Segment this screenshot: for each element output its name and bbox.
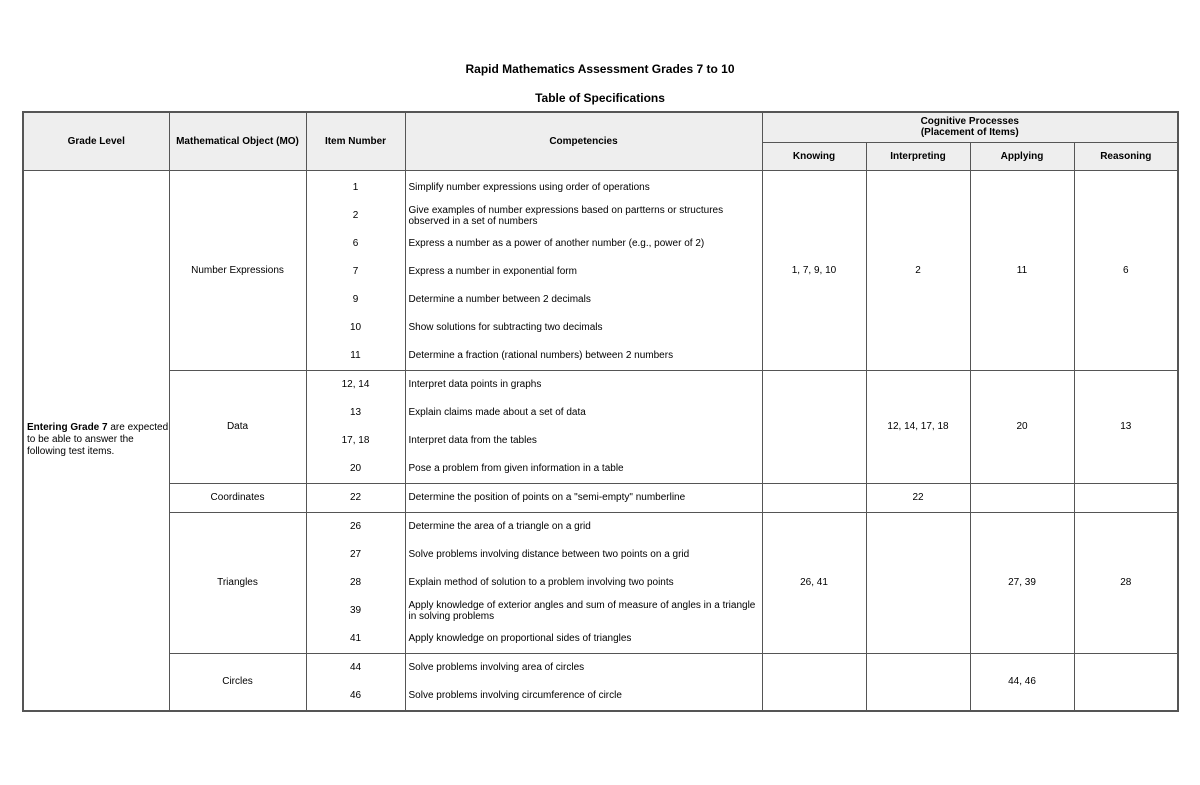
item-number: 22 bbox=[349, 492, 362, 503]
item-row bbox=[307, 427, 405, 455]
competency-text: Solve problems involving circumference of circle bbox=[408, 690, 622, 701]
cognitive-subtitle: (Placement of Items) bbox=[920, 127, 1019, 139]
competency-row bbox=[406, 484, 762, 512]
item-number-cell bbox=[306, 653, 405, 711]
knowing-cell bbox=[762, 483, 866, 512]
header-interpreting: Interpreting bbox=[866, 142, 970, 170]
competency-row bbox=[406, 625, 762, 653]
competency-text: Apply knowledge of exterior angles and sum of measure of angles in a triangle in solving problems bbox=[408, 599, 756, 622]
competency-list bbox=[406, 171, 762, 370]
competency-row bbox=[406, 342, 762, 370]
competency-row bbox=[406, 541, 762, 569]
item-row bbox=[307, 597, 405, 625]
knowing-cell bbox=[762, 370, 866, 483]
item-row bbox=[307, 202, 405, 230]
competency-text: Give examples of number expressions based on partterns or structures observed in a set of numbers bbox=[408, 204, 724, 227]
item-number: 11 bbox=[350, 350, 361, 361]
competency-row bbox=[406, 286, 762, 314]
item-number: 46 bbox=[349, 690, 362, 701]
header-reasoning: Reasoning bbox=[1074, 142, 1178, 170]
competency-list bbox=[406, 513, 762, 653]
competency-row bbox=[406, 202, 762, 230]
grade-level-bold: Entering Grade 7 bbox=[27, 422, 108, 433]
item-row bbox=[307, 455, 405, 483]
competency-text: Determine the position of points on a "semi-empty" numberline bbox=[408, 492, 686, 503]
item-number: 39 bbox=[349, 605, 362, 616]
header-competencies: Competencies bbox=[405, 112, 762, 170]
applying-cell: 11 bbox=[970, 170, 1074, 370]
item-row bbox=[307, 625, 405, 653]
competency-row bbox=[406, 314, 762, 342]
item-row bbox=[307, 371, 405, 399]
header-grade-level: Grade Level bbox=[23, 112, 169, 170]
competency-text: Express a number in exponential form bbox=[408, 266, 577, 277]
competency-text: Determine a number between 2 decimals bbox=[408, 294, 591, 305]
reasoning-cell: 13 bbox=[1074, 370, 1178, 483]
item-row bbox=[307, 654, 405, 682]
knowing-cell bbox=[762, 653, 866, 711]
competency-text: Solve problems involving area of circles bbox=[408, 662, 585, 673]
item-row bbox=[307, 399, 405, 427]
item-number-cell bbox=[306, 370, 405, 483]
math-object-cell: Triangles bbox=[169, 512, 306, 653]
item-number-list bbox=[307, 513, 405, 653]
item-row bbox=[307, 484, 405, 512]
item-row bbox=[307, 569, 405, 597]
item-row bbox=[307, 258, 405, 286]
competency-row bbox=[406, 682, 762, 710]
document-subtitle: Table of Specifications bbox=[535, 91, 665, 105]
applying-cell: 27, 39 bbox=[970, 512, 1074, 653]
item-number-list bbox=[307, 654, 405, 710]
competency-text: Explain claims made about a set of data bbox=[408, 407, 586, 418]
competency-text: Apply knowledge on proportional sides of triangles bbox=[408, 633, 632, 644]
item-number: 2 bbox=[352, 210, 359, 221]
competency-text: Explain method of solution to a problem involving two points bbox=[408, 577, 674, 588]
competency-row bbox=[406, 569, 762, 597]
competency-text: Simplify number expressions using order of operations bbox=[408, 182, 650, 193]
competency-cell bbox=[405, 370, 762, 483]
header-item-number: Item Number bbox=[306, 112, 405, 170]
competency-row bbox=[406, 654, 762, 682]
competency-list bbox=[406, 371, 762, 483]
item-number-cell bbox=[306, 170, 405, 370]
competency-row bbox=[406, 399, 762, 427]
competency-row bbox=[406, 258, 762, 286]
competency-row bbox=[406, 427, 762, 455]
item-number: 44 bbox=[349, 662, 362, 673]
item-number-list bbox=[307, 171, 405, 370]
competency-row bbox=[406, 597, 762, 625]
group-row bbox=[23, 512, 1178, 653]
math-object-cell: Coordinates bbox=[169, 483, 306, 512]
item-number-list bbox=[307, 484, 405, 512]
reasoning-cell bbox=[1074, 483, 1178, 512]
competency-list bbox=[406, 484, 762, 512]
interpreting-cell bbox=[866, 653, 970, 711]
item-row bbox=[307, 682, 405, 710]
item-row bbox=[307, 342, 405, 370]
competency-text: Solve problems involving distance between two points on a grid bbox=[408, 549, 690, 560]
interpreting-cell bbox=[866, 512, 970, 653]
competency-row bbox=[406, 174, 762, 202]
header-cognitive-processes bbox=[762, 112, 1178, 142]
competency-row bbox=[406, 371, 762, 399]
item-row bbox=[307, 513, 405, 541]
document-title: Rapid Mathematics Assessment Grades 7 to 10 bbox=[465, 62, 735, 76]
cognitive-title: Cognitive Processes bbox=[920, 116, 1019, 128]
item-number: 26 bbox=[349, 521, 362, 532]
item-row bbox=[307, 314, 405, 342]
competency-cell bbox=[405, 483, 762, 512]
competency-text: Pose a problem from given information in a table bbox=[408, 463, 624, 474]
competency-row bbox=[406, 230, 762, 258]
competency-text: Interpret data from the tables bbox=[408, 435, 537, 446]
header-knowing: Knowing bbox=[762, 142, 866, 170]
reasoning-cell: 28 bbox=[1074, 512, 1178, 653]
applying-cell bbox=[970, 483, 1074, 512]
group-row bbox=[23, 370, 1178, 483]
competency-list bbox=[406, 654, 762, 710]
item-number-list bbox=[307, 371, 405, 483]
competency-text: Show solutions for subtracting two decimals bbox=[408, 322, 603, 333]
item-row bbox=[307, 174, 405, 202]
interpreting-cell: 2 bbox=[866, 170, 970, 370]
item-row bbox=[307, 541, 405, 569]
item-number: 41 bbox=[349, 633, 362, 644]
group-row bbox=[23, 170, 1178, 370]
reasoning-cell bbox=[1074, 653, 1178, 711]
math-object-cell: Circles bbox=[169, 653, 306, 711]
interpreting-cell: 12, 14, 17, 18 bbox=[866, 370, 970, 483]
competency-text: Interpret data points in graphs bbox=[408, 379, 542, 390]
math-object-cell: Number Expressions bbox=[169, 170, 306, 370]
grade-level-text: are expected to be able to answer the following test items. bbox=[27, 422, 169, 457]
competency-cell bbox=[405, 653, 762, 711]
item-number: 20 bbox=[349, 463, 362, 474]
item-row bbox=[307, 230, 405, 258]
item-number: 27 bbox=[349, 549, 362, 560]
item-number: 6 bbox=[352, 238, 359, 249]
competency-text: Express a number as a power of another number (e.g., power of 2) bbox=[408, 238, 705, 249]
item-number-cell bbox=[306, 483, 405, 512]
item-number: 7 bbox=[352, 266, 359, 277]
item-number: 28 bbox=[349, 577, 362, 588]
specifications-table bbox=[22, 111, 1179, 712]
reasoning-cell: 6 bbox=[1074, 170, 1178, 370]
competency-cell bbox=[405, 512, 762, 653]
item-number: 17, 18 bbox=[341, 435, 370, 446]
specifications-body bbox=[23, 170, 1178, 711]
competency-text: Determine a fraction (rational numbers) between 2 numbers bbox=[408, 350, 674, 361]
knowing-cell: 1, 7, 9, 10 bbox=[762, 170, 866, 370]
applying-cell: 44, 46 bbox=[970, 653, 1074, 711]
item-number: 1 bbox=[352, 182, 359, 193]
applying-cell: 20 bbox=[970, 370, 1074, 483]
grade-level-cell bbox=[23, 170, 169, 711]
header-applying: Applying bbox=[970, 142, 1074, 170]
item-number-cell bbox=[306, 512, 405, 653]
item-number: 12, 14 bbox=[341, 379, 370, 390]
item-number: 9 bbox=[352, 294, 359, 305]
item-number: 13 bbox=[349, 407, 362, 418]
competency-cell bbox=[405, 170, 762, 370]
competency-text: Determine the area of a triangle on a grid bbox=[408, 521, 591, 532]
group-row bbox=[23, 483, 1178, 512]
item-row bbox=[307, 286, 405, 314]
item-number: 10 bbox=[349, 322, 362, 333]
interpreting-cell: 22 bbox=[866, 483, 970, 512]
header-math-object: Mathematical Object (MO) bbox=[169, 112, 306, 170]
knowing-cell: 26, 41 bbox=[762, 512, 866, 653]
group-row bbox=[23, 653, 1178, 711]
competency-row bbox=[406, 513, 762, 541]
math-object-cell: Data bbox=[169, 370, 306, 483]
competency-row bbox=[406, 455, 762, 483]
